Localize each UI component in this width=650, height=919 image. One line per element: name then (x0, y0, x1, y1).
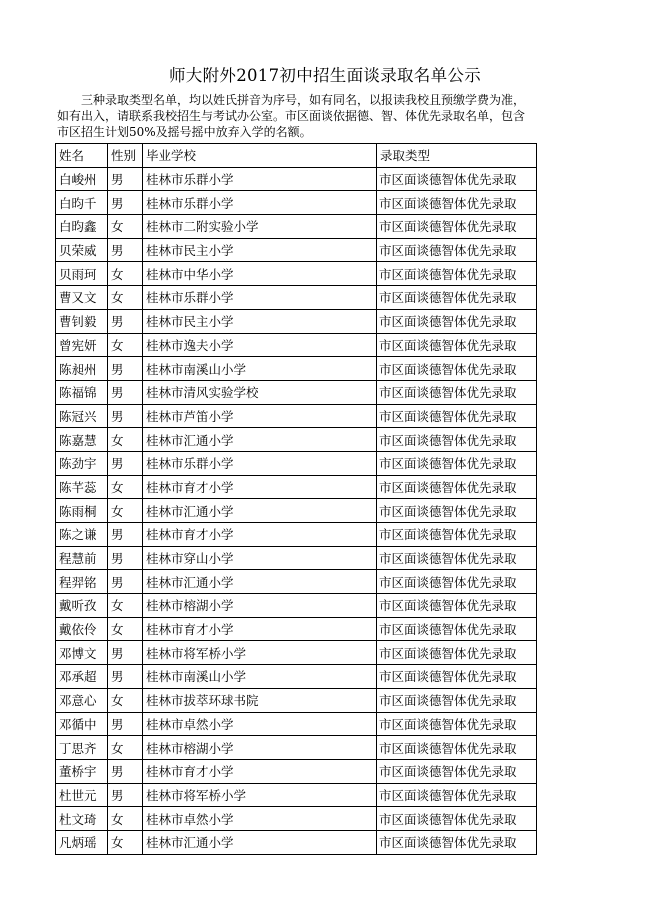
cell-school: 桂林市芦笛小学 (143, 404, 377, 428)
table-row (56, 191, 537, 215)
admission-list-table (55, 143, 537, 855)
cell-admission-type: 市区面谈德智体优先录取 (377, 475, 537, 499)
cell-name: 陈嘉慧 (56, 428, 108, 452)
cell-name: 邓博文 (56, 641, 108, 665)
cell-admission-type: 市区面谈德智体优先录取 (377, 523, 537, 547)
cell-gender: 男 (108, 167, 143, 191)
cell-gender: 女 (108, 475, 143, 499)
table-row (56, 357, 537, 381)
intro-line: 三种录取类型名单，均以姓氏拼音为序号，如有同名，以报读我校且预缴学费为准， (81, 93, 526, 107)
cell-school: 桂林市穿山小学 (143, 546, 377, 570)
cell-school: 桂林市育才小学 (143, 617, 377, 641)
cell-gender: 女 (108, 215, 143, 239)
cell-admission-type: 市区面谈德智体优先录取 (377, 594, 537, 618)
cell-admission-type: 市区面谈德智体优先录取 (377, 641, 537, 665)
cell-name: 杜文琦 (56, 807, 108, 831)
intro-line: 如有出入，请联系我校招生与考试办公室。市区面谈依据德、智、体优先录取名单，包含 (57, 109, 526, 123)
cell-admission-type: 市区面谈德智体优先录取 (377, 357, 537, 381)
cell-admission-type: 市区面谈德智体优先录取 (377, 286, 537, 310)
cell-gender: 男 (108, 546, 143, 570)
cell-name: 程羿铭 (56, 570, 108, 594)
table-row (56, 380, 537, 404)
table-body (56, 167, 537, 854)
cell-name: 邓承超 (56, 665, 108, 689)
table-row (56, 475, 537, 499)
cell-gender: 女 (108, 830, 143, 854)
cell-admission-type: 市区面谈德智体优先录取 (377, 807, 537, 831)
cell-admission-type: 市区面谈德智体优先录取 (377, 215, 537, 239)
cell-school: 桂林市榕湖小学 (143, 736, 377, 760)
cell-name: 贝荣威 (56, 238, 108, 262)
cell-name: 邓意心 (56, 688, 108, 712)
cell-school: 桂林市育才小学 (143, 759, 377, 783)
cell-gender: 男 (108, 380, 143, 404)
cell-name: 戴依伶 (56, 617, 108, 641)
cell-name: 凡炳瑶 (56, 830, 108, 854)
cell-gender: 男 (108, 641, 143, 665)
cell-admission-type: 市区面谈德智体优先录取 (377, 688, 537, 712)
cell-gender: 男 (108, 191, 143, 215)
table-row (56, 665, 537, 689)
cell-admission-type: 市区面谈德智体优先录取 (377, 404, 537, 428)
cell-school: 桂林市将军桥小学 (143, 783, 377, 807)
cell-gender: 男 (108, 712, 143, 736)
cell-gender: 女 (108, 286, 143, 310)
table-row (56, 807, 537, 831)
cell-admission-type: 市区面谈德智体优先录取 (377, 428, 537, 452)
cell-school: 桂林市民主小学 (143, 309, 377, 333)
cell-school: 桂林市二附实验小学 (143, 215, 377, 239)
cell-gender: 男 (108, 357, 143, 381)
cell-name: 董桥宇 (56, 759, 108, 783)
cell-name: 丁思齐 (56, 736, 108, 760)
cell-school: 桂林市卓然小学 (143, 712, 377, 736)
table-row (56, 309, 537, 333)
cell-name: 白峻州 (56, 167, 108, 191)
cell-name: 陈劲宇 (56, 451, 108, 475)
cell-gender: 女 (108, 807, 143, 831)
column-header-name: 姓名 (56, 144, 108, 168)
cell-gender: 女 (108, 617, 143, 641)
cell-gender: 女 (108, 262, 143, 286)
cell-admission-type: 市区面谈德智体优先录取 (377, 736, 537, 760)
cell-school: 桂林市逸夫小学 (143, 333, 377, 357)
cell-school: 桂林市育才小学 (143, 523, 377, 547)
table-row (56, 286, 537, 310)
cell-admission-type: 市区面谈德智体优先录取 (377, 191, 537, 215)
cell-school: 桂林市乐群小学 (143, 451, 377, 475)
table-header-row (56, 144, 537, 168)
table-row (56, 546, 537, 570)
cell-name: 白昀千 (56, 191, 108, 215)
cell-name: 邓循中 (56, 712, 108, 736)
cell-admission-type: 市区面谈德智体优先录取 (377, 262, 537, 286)
cell-name: 曹又文 (56, 286, 108, 310)
table-row (56, 215, 537, 239)
cell-name: 贝雨珂 (56, 262, 108, 286)
table-row (56, 594, 537, 618)
table-row (56, 499, 537, 523)
cell-school: 桂林市育才小学 (143, 475, 377, 499)
cell-admission-type: 市区面谈德智体优先录取 (377, 238, 537, 262)
cell-name: 陈福锦 (56, 380, 108, 404)
cell-gender: 男 (108, 665, 143, 689)
cell-admission-type: 市区面谈德智体优先录取 (377, 712, 537, 736)
table-row (56, 712, 537, 736)
cell-gender: 男 (108, 523, 143, 547)
cell-admission-type: 市区面谈德智体优先录取 (377, 380, 537, 404)
cell-school: 桂林市民主小学 (143, 238, 377, 262)
cell-school: 桂林市汇通小学 (143, 830, 377, 854)
cell-school: 桂林市拔萃环球书院 (143, 688, 377, 712)
cell-name: 陈芊蕊 (56, 475, 108, 499)
table-row (56, 333, 537, 357)
cell-name: 陈之谦 (56, 523, 108, 547)
cell-school: 桂林市清风实验学校 (143, 380, 377, 404)
cell-school: 桂林市南溪山小学 (143, 357, 377, 381)
cell-school: 桂林市乐群小学 (143, 286, 377, 310)
cell-school: 桂林市汇通小学 (143, 499, 377, 523)
cell-gender: 女 (108, 428, 143, 452)
cell-gender: 男 (108, 309, 143, 333)
table-row (56, 451, 537, 475)
cell-gender: 女 (108, 594, 143, 618)
table-row (56, 262, 537, 286)
table-row (56, 238, 537, 262)
cell-gender: 女 (108, 499, 143, 523)
table-row (56, 736, 537, 760)
cell-school: 桂林市乐群小学 (143, 167, 377, 191)
cell-gender: 男 (108, 570, 143, 594)
cell-gender: 男 (108, 783, 143, 807)
intro-paragraph (57, 92, 535, 140)
table-row (56, 759, 537, 783)
cell-admission-type: 市区面谈德智体优先录取 (377, 665, 537, 689)
cell-admission-type: 市区面谈德智体优先录取 (377, 451, 537, 475)
cell-admission-type: 市区面谈德智体优先录取 (377, 830, 537, 854)
cell-admission-type: 市区面谈德智体优先录取 (377, 570, 537, 594)
cell-name: 程慧前 (56, 546, 108, 570)
column-header-school: 毕业学校 (143, 144, 377, 168)
column-header-gender: 性别 (108, 144, 143, 168)
cell-name: 曹钊毅 (56, 309, 108, 333)
table-row (56, 523, 537, 547)
table-row (56, 617, 537, 641)
page-title: 师大附外2017初中招生面谈录取名单公示 (169, 66, 481, 85)
table-row (56, 783, 537, 807)
cell-gender: 男 (108, 404, 143, 428)
cell-admission-type: 市区面谈德智体优先录取 (377, 167, 537, 191)
table-row (56, 830, 537, 854)
cell-gender: 男 (108, 759, 143, 783)
table-row (56, 428, 537, 452)
cell-admission-type: 市区面谈德智体优先录取 (377, 617, 537, 641)
table-row (56, 167, 537, 191)
column-header-type: 录取类型 (377, 144, 537, 168)
table-row (56, 688, 537, 712)
cell-gender: 女 (108, 333, 143, 357)
cell-gender: 男 (108, 238, 143, 262)
intro-line: 市区招生计划50%及摇号摇中放弃入学的名额。 (57, 125, 312, 139)
cell-admission-type: 市区面谈德智体优先录取 (377, 333, 537, 357)
cell-name: 戴听孜 (56, 594, 108, 618)
cell-school: 桂林市榕湖小学 (143, 594, 377, 618)
cell-name: 白昀鑫 (56, 215, 108, 239)
cell-name: 陈雨桐 (56, 499, 108, 523)
cell-name: 曾宪妍 (56, 333, 108, 357)
cell-admission-type: 市区面谈德智体优先录取 (377, 759, 537, 783)
cell-school: 桂林市中华小学 (143, 262, 377, 286)
cell-school: 桂林市乐群小学 (143, 191, 377, 215)
cell-gender: 女 (108, 736, 143, 760)
table-row (56, 404, 537, 428)
cell-name: 陈昶州 (56, 357, 108, 381)
cell-gender: 女 (108, 688, 143, 712)
cell-school: 桂林市汇通小学 (143, 428, 377, 452)
table-row (56, 570, 537, 594)
cell-school: 桂林市汇通小学 (143, 570, 377, 594)
cell-school: 桂林市卓然小学 (143, 807, 377, 831)
cell-admission-type: 市区面谈德智体优先录取 (377, 309, 537, 333)
cell-school: 桂林市将军桥小学 (143, 641, 377, 665)
cell-name: 杜世元 (56, 783, 108, 807)
cell-admission-type: 市区面谈德智体优先录取 (377, 783, 537, 807)
cell-school: 桂林市南溪山小学 (143, 665, 377, 689)
cell-admission-type: 市区面谈德智体优先录取 (377, 499, 537, 523)
cell-name: 陈冠兴 (56, 404, 108, 428)
table-row (56, 641, 537, 665)
cell-gender: 男 (108, 451, 143, 475)
cell-admission-type: 市区面谈德智体优先录取 (377, 546, 537, 570)
